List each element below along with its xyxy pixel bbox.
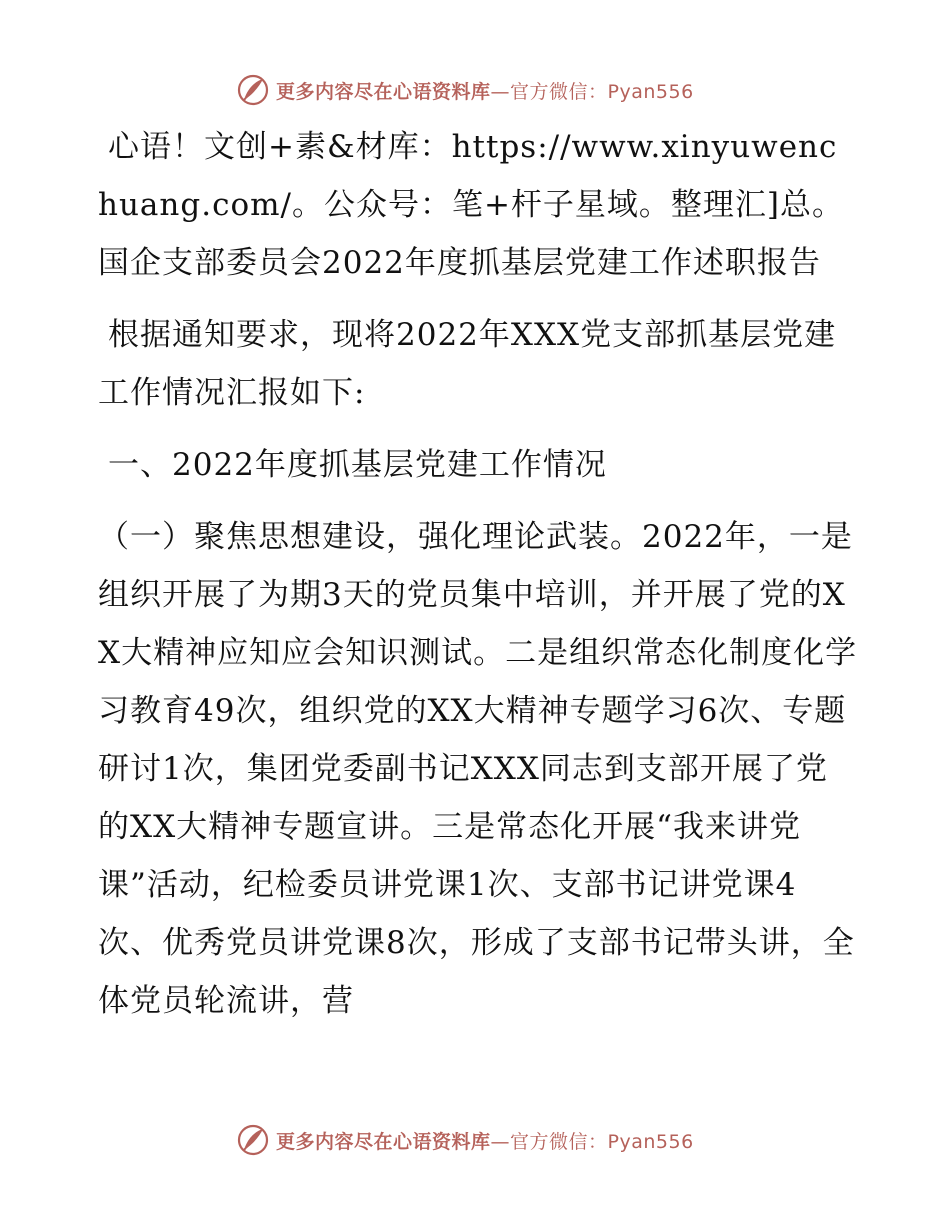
quill-logo-icon (236, 1123, 270, 1157)
opening-paragraph: 根据通知要求，现将2022年XXX党支部抓基层党建工作情况汇报如下: (98, 317, 837, 411)
section-heading: 一、2022年度抓基层党建工作情况 (108, 447, 607, 483)
watermark-contact: 官方微信：Pyan556 (510, 1130, 694, 1153)
footer-watermark (236, 1122, 694, 1158)
watermark-brand: 更多内容尽在心语资料库 (276, 80, 491, 103)
watermark-separator: — (490, 1130, 511, 1153)
section-one-paragraph: （一）聚焦思想建设，强化理论武装。2022年，一是组织开展了为期3天的党员集中培训，并开展了党的XX大精神应知应会知识测试。二是组织常态化制度化学习教育49次，组织党的XX大精神专题学习6次、专题研讨1次，集团党委副书记XXX同志到支部开展了党的XX大精神专题宣讲。三是常态化开展“我来讲党课”活动，纪检委员讲党课1次、支部书记讲党课4次、优秀党员讲党课8次，形成了支部书记带头讲，全体党员轮流讲，营 (98, 519, 858, 1019)
document-body (98, 118, 858, 1030)
quill-logo-icon (236, 73, 270, 107)
watermark-brand: 更多内容尽在心语资料库 (276, 1130, 491, 1153)
watermark-contact: 官方微信：Pyan556 (510, 80, 694, 103)
watermark-text (276, 77, 694, 104)
watermark-text (276, 1127, 694, 1154)
header-watermark (236, 72, 694, 108)
intro-title-paragraph: 心语！文创+素&材库：https://www.xinyuwenchuang.com/。公众号：笔+杆子星域。整理汇]总。国企支部委员会2022年度抓基层党建工作述职报告 (98, 129, 845, 281)
watermark-separator: — (490, 80, 511, 103)
